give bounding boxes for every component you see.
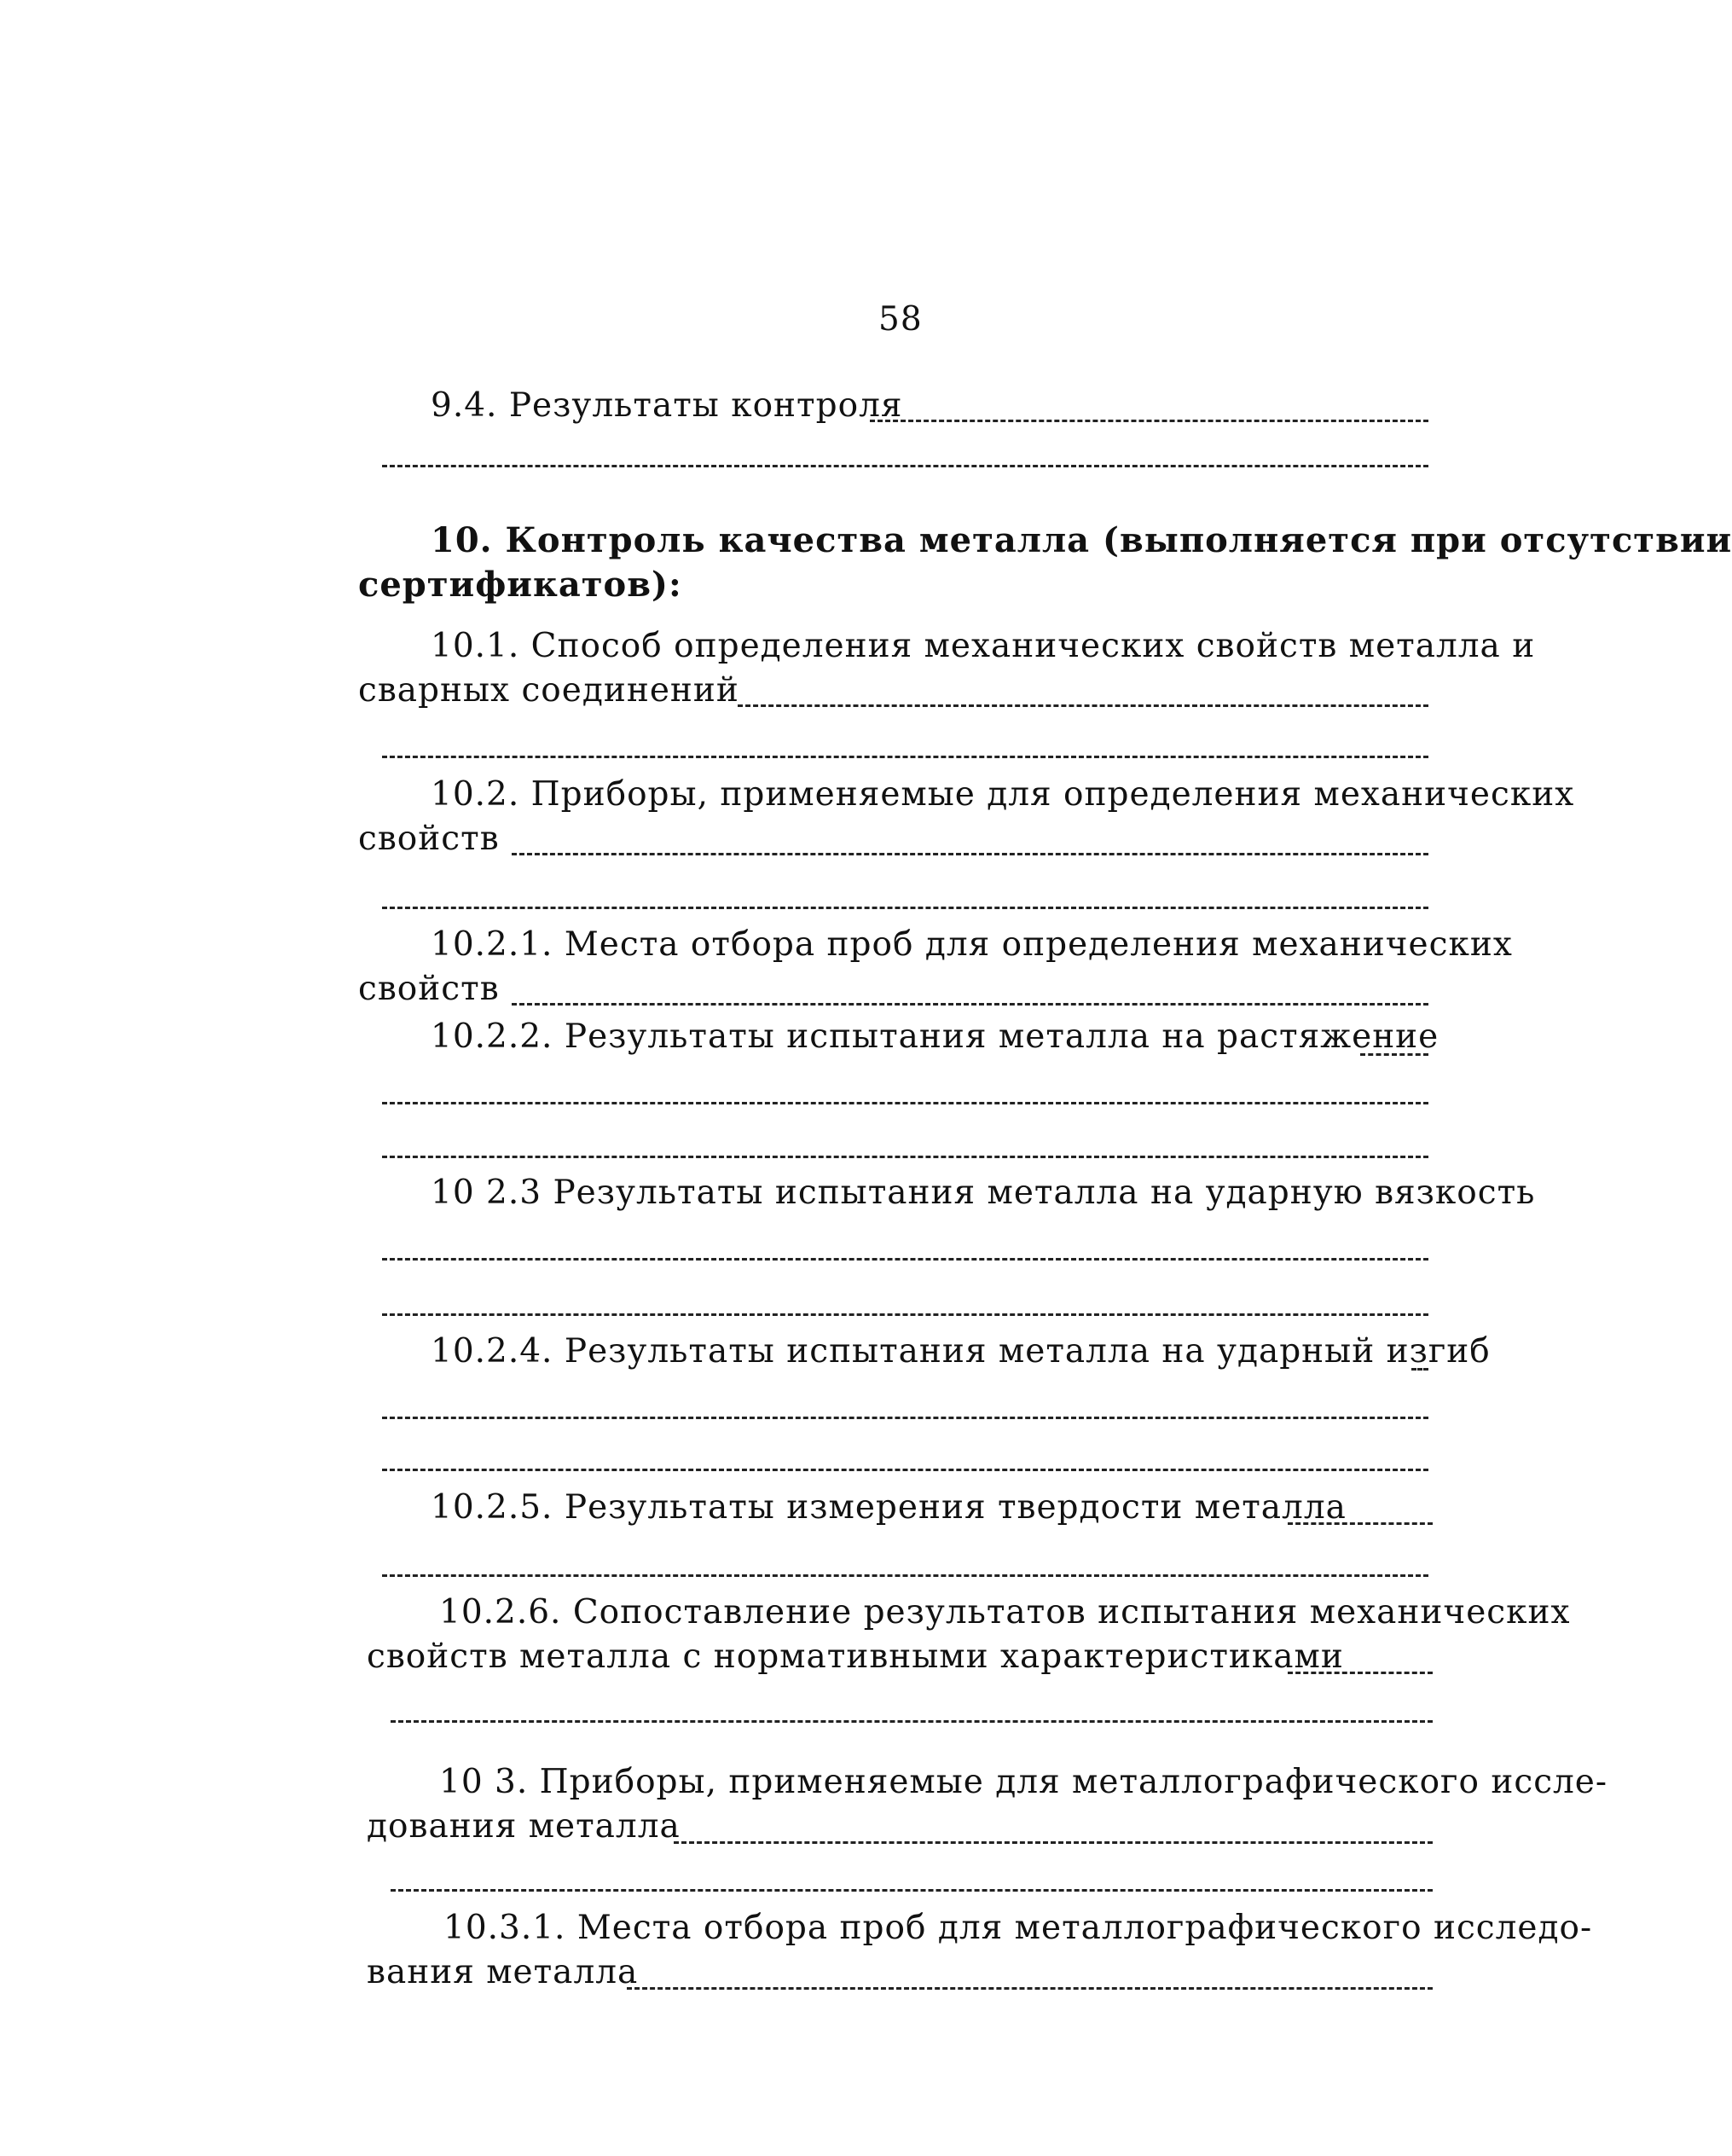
item-10-2-6-label: 10.2.6. Сопоставление результатов испытания механических (439, 1593, 1571, 1631)
section-10-heading-cont: сертификатов): (358, 565, 682, 605)
item-10-1-blank-2[interactable] (382, 756, 1428, 758)
item-10-2-label-cont: свойств (358, 820, 500, 858)
item-10-3-1-blank[interactable] (627, 1987, 1433, 1990)
item-10-2-5-label: 10.2.5. Результаты измерения твердости металла (431, 1488, 1347, 1527)
item-10-2-4-blank[interactable] (1411, 1368, 1428, 1371)
item-10-2-blank-2[interactable] (382, 907, 1428, 909)
section-10-heading: 10. Контроль качества металла (выполняется при отсутствии (431, 520, 1732, 560)
item-10-2-2-blank-3[interactable] (382, 1156, 1428, 1158)
item-10-2-4-blank-3[interactable] (382, 1469, 1428, 1471)
item-10-2-5-blank-2[interactable] (382, 1574, 1428, 1577)
item-10-3-label-cont: дования металла (367, 1807, 681, 1846)
item-10-3-1-label-cont: вания металла (367, 1953, 639, 1991)
item-10-2-3-label: 10 2.3 Результаты испытания металла на ударную вязкость (431, 1174, 1536, 1212)
item-10-2-3-blank[interactable] (382, 1258, 1428, 1261)
item-10-2-3-blank-2[interactable] (382, 1313, 1428, 1316)
item-10-1-label-cont: сварных соединений (358, 671, 739, 710)
item-10-2-6-label-cont: свойств металла с нормативными характеристиками (367, 1637, 1344, 1676)
item-10-3-label: 10 3. Приборы, применяемые для металлографического иссле- (439, 1763, 1608, 1801)
item-10-2-6-blank[interactable] (1288, 1672, 1433, 1674)
item-10-2-label: 10.2. Приборы, применяемые для определения механических (431, 775, 1575, 814)
item-10-3-blank-2[interactable] (391, 1889, 1433, 1892)
item-10-3-blank[interactable] (674, 1841, 1433, 1844)
item-10-2-2-blank-2[interactable] (382, 1102, 1428, 1104)
item-10-2-2-blank[interactable] (1360, 1053, 1428, 1056)
item-10-2-1-blank[interactable] (512, 1003, 1428, 1006)
item-10-2-1-label-cont: свойств (358, 970, 500, 1008)
item-10-2-blank[interactable] (512, 853, 1428, 855)
item-10-2-6-blank-2[interactable] (391, 1720, 1433, 1723)
item-9-4-label: 9.4. Результаты контроля (431, 386, 903, 425)
item-9-4-blank[interactable] (870, 420, 1428, 422)
item-10-2-5-blank[interactable] (1288, 1522, 1433, 1525)
item-10-2-4-blank-2[interactable] (382, 1417, 1428, 1419)
item-10-1-blank[interactable] (738, 704, 1428, 707)
item-10-1-label: 10.1. Способ определения механических свойств металла и (431, 627, 1536, 665)
page-number: 58 (878, 300, 923, 339)
item-10-2-1-label: 10.2.1. Места отбора проб для определения механических (431, 925, 1513, 964)
item-10-3-1-label: 10.3.1. Места отбора проб для металлографического исследо- (443, 1909, 1593, 1947)
item-10-2-2-label: 10.2.2. Результаты испытания металла на растяжение (431, 1017, 1439, 1056)
item-10-2-4-label: 10.2.4. Результаты испытания металла на ударный изгиб (431, 1332, 1491, 1371)
item-9-4-blank-2[interactable] (382, 465, 1428, 467)
